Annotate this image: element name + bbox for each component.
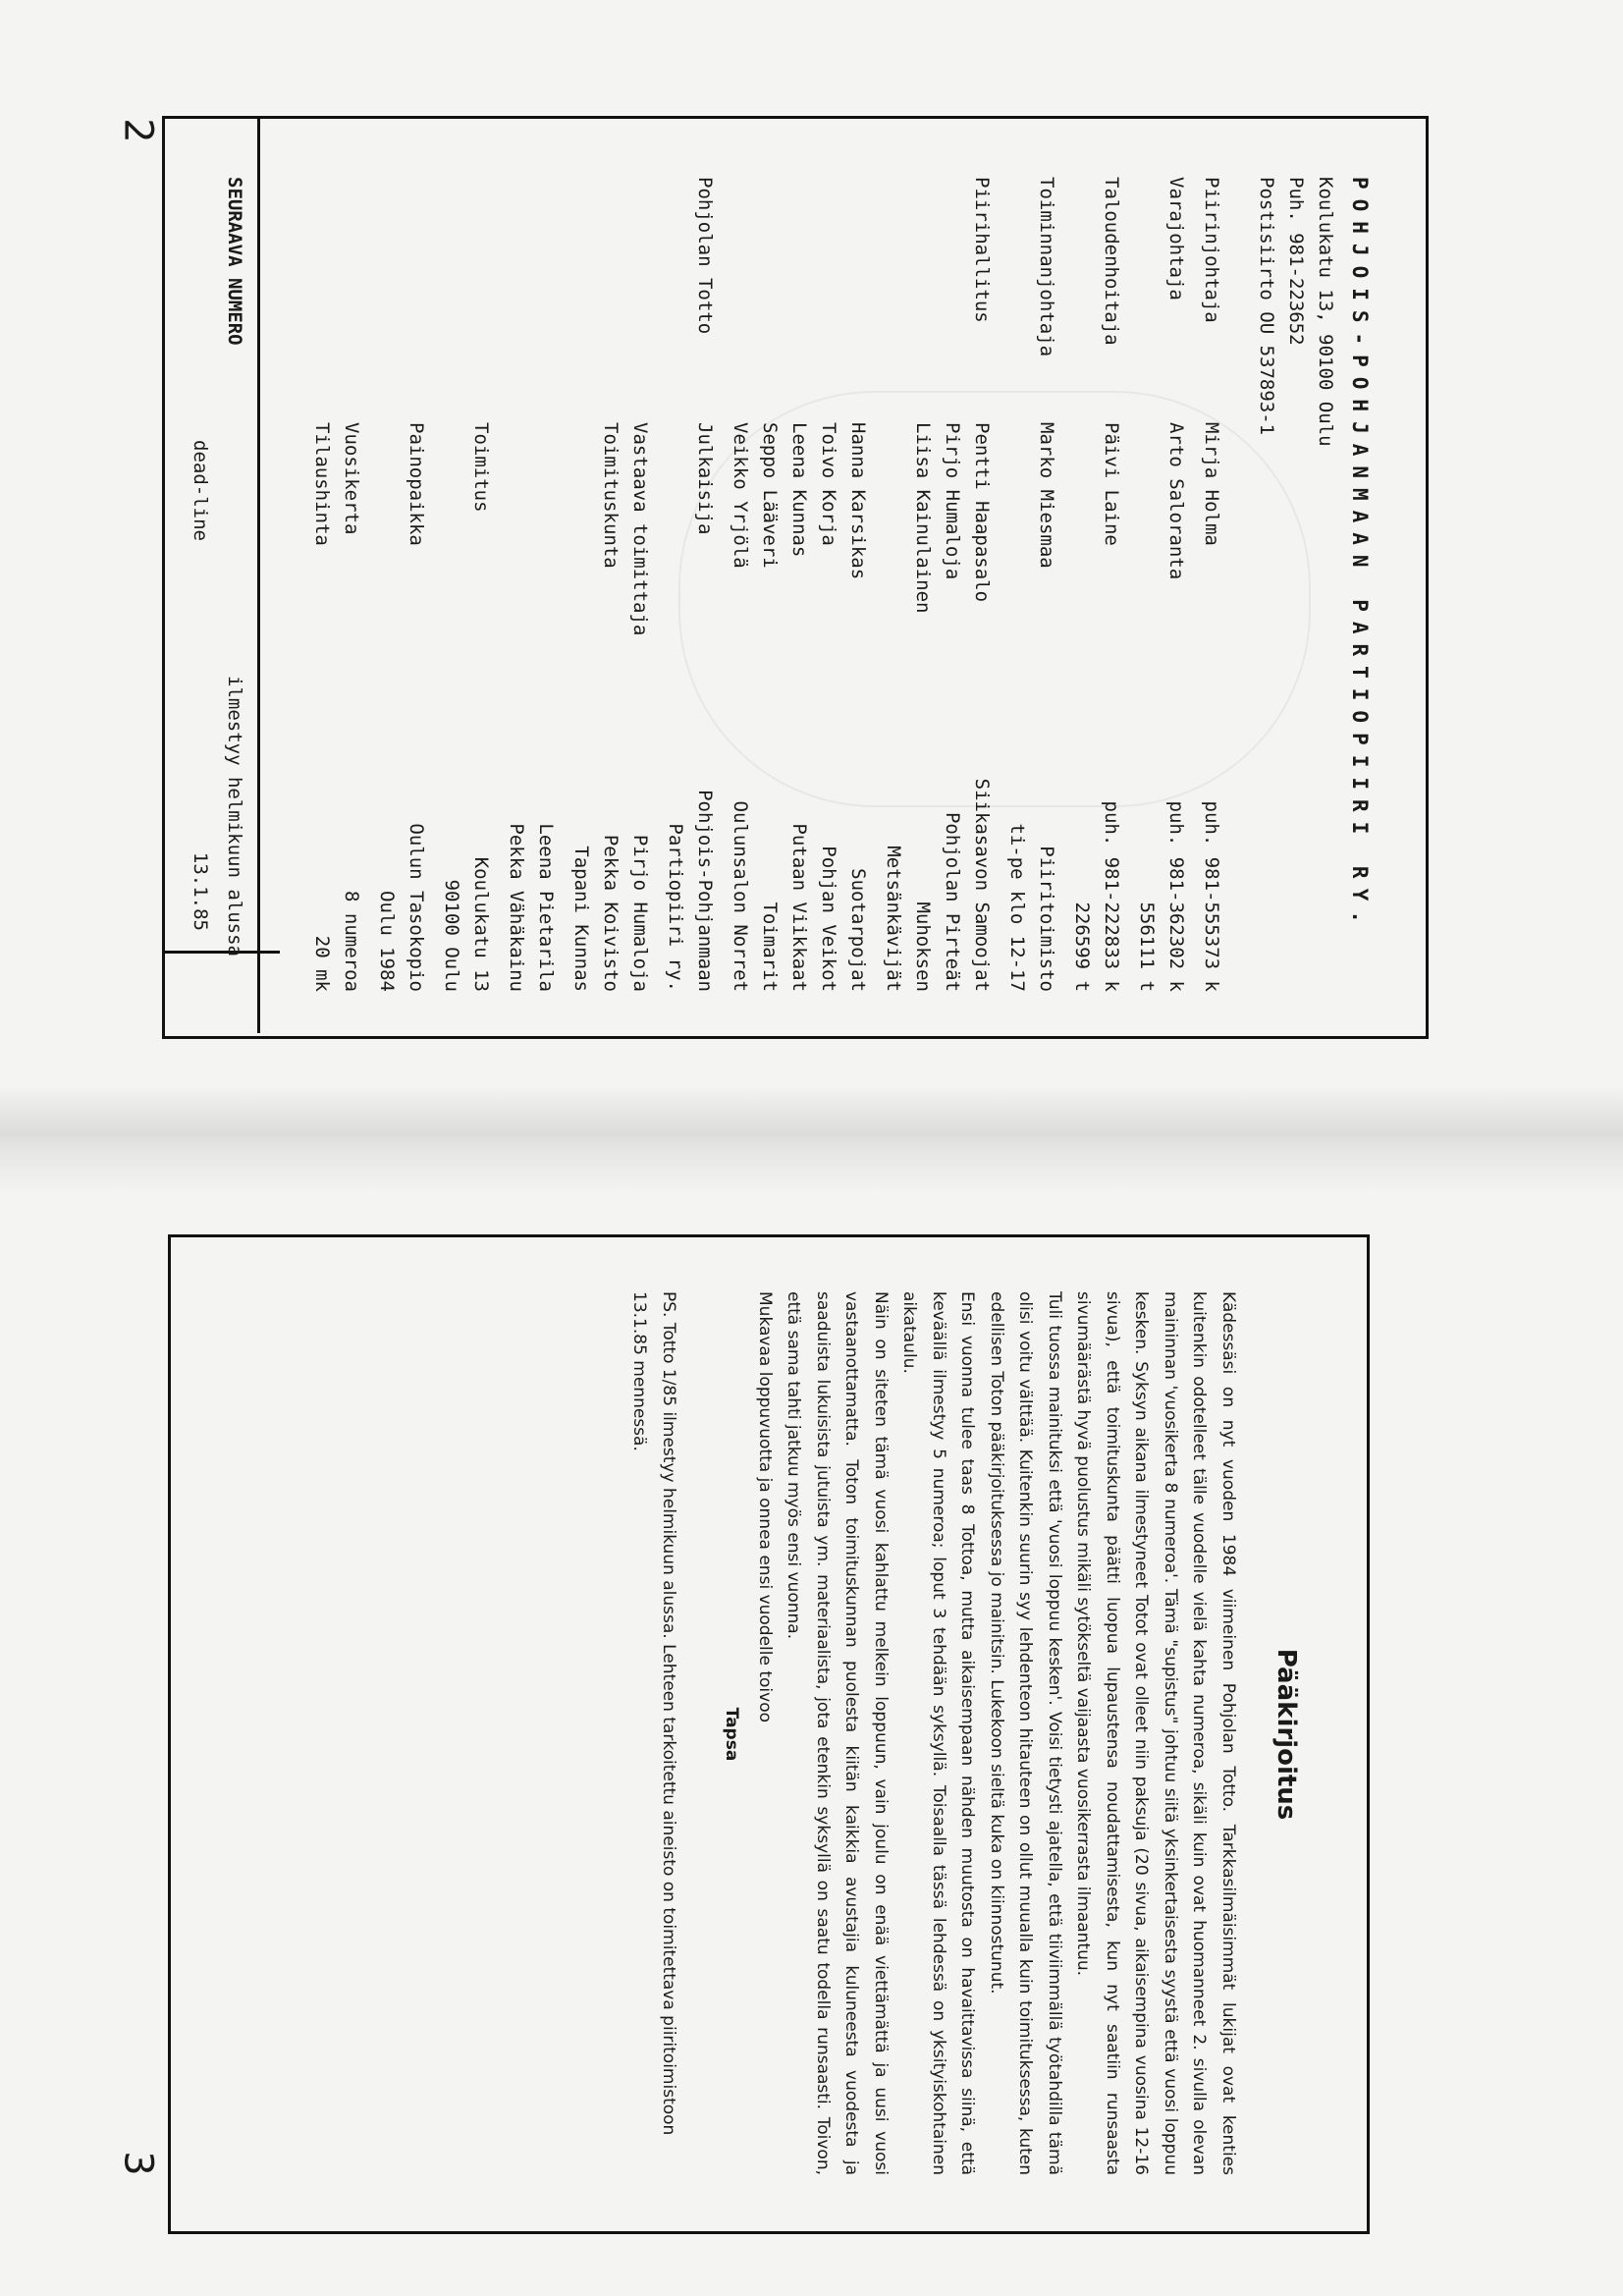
deadline-date: 13.1.85 <box>189 851 211 931</box>
publication-value: Pohjois-Pohjanmaan <box>694 790 716 992</box>
editorial-ps: PS. Totto 1/85 ilmestyy helmikuun alussa. Lehteen tarkoitettu aineisto on toimitettava piiritoimistoon 13.1.85 mennessä. <box>629 1291 678 2136</box>
board-group: Suotarpojat <box>847 868 869 992</box>
publication-field: Vastaava toimittaja <box>629 422 651 636</box>
page-2 <box>162 116 1429 1039</box>
editorial-paragraph: Kädessäsi on nyt vuoden 1984 viimeinen Pohjolan Totto. Tarkkasilmäisimmät lukijat ovat kenties kuitenkin odotelleet tälle vuodelle vielä kahta numeroa, sikäli kuin ovat huomanneet 2. sivulla olevan maininnan 'vuosikerta 8 numeroa'. Tämä "supistus" johtuu siitä yksinkertaisesta syystä että vuosi loppuu kesken. Syksyn aikana ilmestyneet Totot ovat olleet niin paksuja (20 sivua, aikaisempina vuosina 12-16 sivua), että toimituskunta päätti luopua lupaustensa noudattamisesta, kun nyt saatiin runsaasta sivumäärästä hyvä puolustus mikäli sytökseltä vaijaasta vuosikerrasta ilmaantuu. <box>1073 1291 1238 2175</box>
officer-role: Piirinjohtaja <box>1201 177 1222 323</box>
page-fold <box>0 1085 1623 1193</box>
publication-value: Pirjo Humaloja <box>629 834 651 992</box>
publication-value: Leena Pietarila <box>535 823 557 992</box>
officer-name: Päivi Laine <box>1101 422 1122 546</box>
board-member: Leena Kunnas <box>788 422 810 558</box>
board-label: Piirihallitus <box>971 177 993 323</box>
editorial-paragraph: Tuli tuossa mainituksi että 'vuosi loppuu kesken'. Voisi tietysti ajatella, että tiiviimmällä työtahdilla tämä olisi voitu välttää. Kuitenkin suurin syy lehdenteon hitauteen on ollut muualla kuin toimituksessa, kuten edellisen Toton pääkirjoituksessa jo mainitsin. Lukekoon sieltä kuka on kiinnostunut. <box>987 1291 1064 2175</box>
board-member: Toivo Korja <box>818 422 839 546</box>
next-issue-vertical-rule <box>165 951 280 954</box>
page-number-right: 3 <box>115 2151 161 2176</box>
publication-value: Pekka Vähäkainu <box>506 823 527 992</box>
deadline-label: dead-line <box>189 440 211 541</box>
board-member: Hanna Karsikas <box>847 422 869 580</box>
publication-field: Julkaisija <box>694 422 716 535</box>
board-group: Muhoksen <box>912 902 934 992</box>
publication-value: 90100 Oulu <box>441 879 462 992</box>
next-issue-appears: ilmestyy helmikuun alussa <box>224 676 245 957</box>
publication-value: Oulu 1984 <box>376 891 398 992</box>
org-address: Koulukatu 13, 90100 Oulu <box>1315 177 1336 447</box>
officer-name: Mirja Holma <box>1201 422 1222 546</box>
board-group: Putaan Viikkaat <box>788 823 810 992</box>
publication-value: 8 numeroa <box>341 891 362 992</box>
board-group: Pohjolan Pirteät <box>942 811 963 992</box>
publication-field: Vuosikerta <box>341 422 362 535</box>
publication-value: Pekka Koivisto <box>600 834 622 992</box>
board-member: Pirjo Humaloja <box>942 422 963 580</box>
next-issue-divider <box>257 116 260 1033</box>
board-group: Oulunsalon Norret <box>730 800 751 992</box>
board-member: Pentti Haapasalo <box>971 422 993 603</box>
org-title: POHJOIS-POHJANMAAN PARTIOPIIRI RY. <box>1348 177 1372 933</box>
officer-role: Varajohtaja <box>1165 177 1187 301</box>
editorial-body <box>750 1291 1243 2175</box>
board-group: Siikasavon Samoojat <box>971 778 993 992</box>
publication-value: Partiopiiri ry. <box>665 823 686 992</box>
officer-name: Marko Miesmaa <box>1036 422 1057 569</box>
next-issue-label: SEURAAVA NUMERO <box>224 177 245 346</box>
publication-label: Pohjolan Totto <box>694 177 716 335</box>
officer-phone: 556111 t <box>1136 902 1158 992</box>
publication-value: Koulukatu 13 <box>470 856 492 992</box>
officer-role: Taloudenhoitaja <box>1101 177 1122 346</box>
editorial-paragraph: Mukavaa loppuvuotta ja onnea ensi vuodelle toivoo <box>755 1291 775 1723</box>
officer-role: Toiminnanjohtaja <box>1036 177 1057 357</box>
publication-value: 20 mk <box>311 935 333 992</box>
org-phone: Puh. 981-223652 <box>1285 177 1307 346</box>
board-group: Toimarit <box>759 902 781 992</box>
officer-phone: Piiritoimisto <box>1036 846 1057 992</box>
officer-phone: puh. 981-222833 k <box>1101 800 1122 992</box>
board-member: Veikko Yrjölä <box>730 422 751 569</box>
editorial-paragraph: Näin on siteten tämä vuosi kahlattu melkein loppuun, vain joulu on enää viettämättä ja uusi vuosi vastaanottamatta. Toton toimituskunnan puolesta kiitän kaikkia avustajia kuluneesta vuodesta ja saaduista lukuisista jutuista ym. materiaalista, jota etenkin syksyllä on saatu todella runsaasti. Toivon, että sama tahti jatkuu myös ensi vuonna. <box>784 1291 891 2175</box>
publication-value: Oulun Tasokopio <box>406 823 427 992</box>
org-giro: Postisiirto OU 537893-1 <box>1256 177 1277 436</box>
page-number-left: 2 <box>115 118 161 143</box>
publication-field: Painopaikka <box>406 422 427 546</box>
board-member: Liisa Kainulainen <box>912 422 934 614</box>
publication-field: Toimituskunta <box>600 422 622 569</box>
officer-phone: puh. 981-362302 k <box>1165 800 1187 992</box>
officer-phone: ti-pe klo 12-17 <box>1006 823 1028 992</box>
officer-phone: puh. 981-555373 k <box>1201 800 1222 992</box>
officer-name: Arto Saloranta <box>1165 422 1187 580</box>
editorial-signature: Tapsa <box>722 1707 741 1762</box>
officer-phone: 226599 t <box>1071 902 1093 992</box>
editorial-paragraph: Ensi vuonna tulee taas 8 Tottoa, mutta aikaisempaan nähden muutosta on havaittavissa siinä, että keväällä ilmestyy 5 numeroa; loput 3 tehdään syksyllä. Toisaalla tässä lehdessä on yksityiskohtainen aikataulu. <box>899 1291 978 2175</box>
publication-value: Tapani Kunnas <box>570 846 592 992</box>
board-member: Seppo Lääveri <box>759 422 781 569</box>
board-group: Metsänkävijät <box>883 846 904 992</box>
publication-field: Toimitus <box>470 422 492 513</box>
page-3 <box>168 1234 1370 2234</box>
editorial-title: Pääkirjoitus <box>1271 1648 1301 1821</box>
board-group: Pohjan Veikot <box>818 846 839 992</box>
publication-field: Tilaushinta <box>311 422 333 546</box>
